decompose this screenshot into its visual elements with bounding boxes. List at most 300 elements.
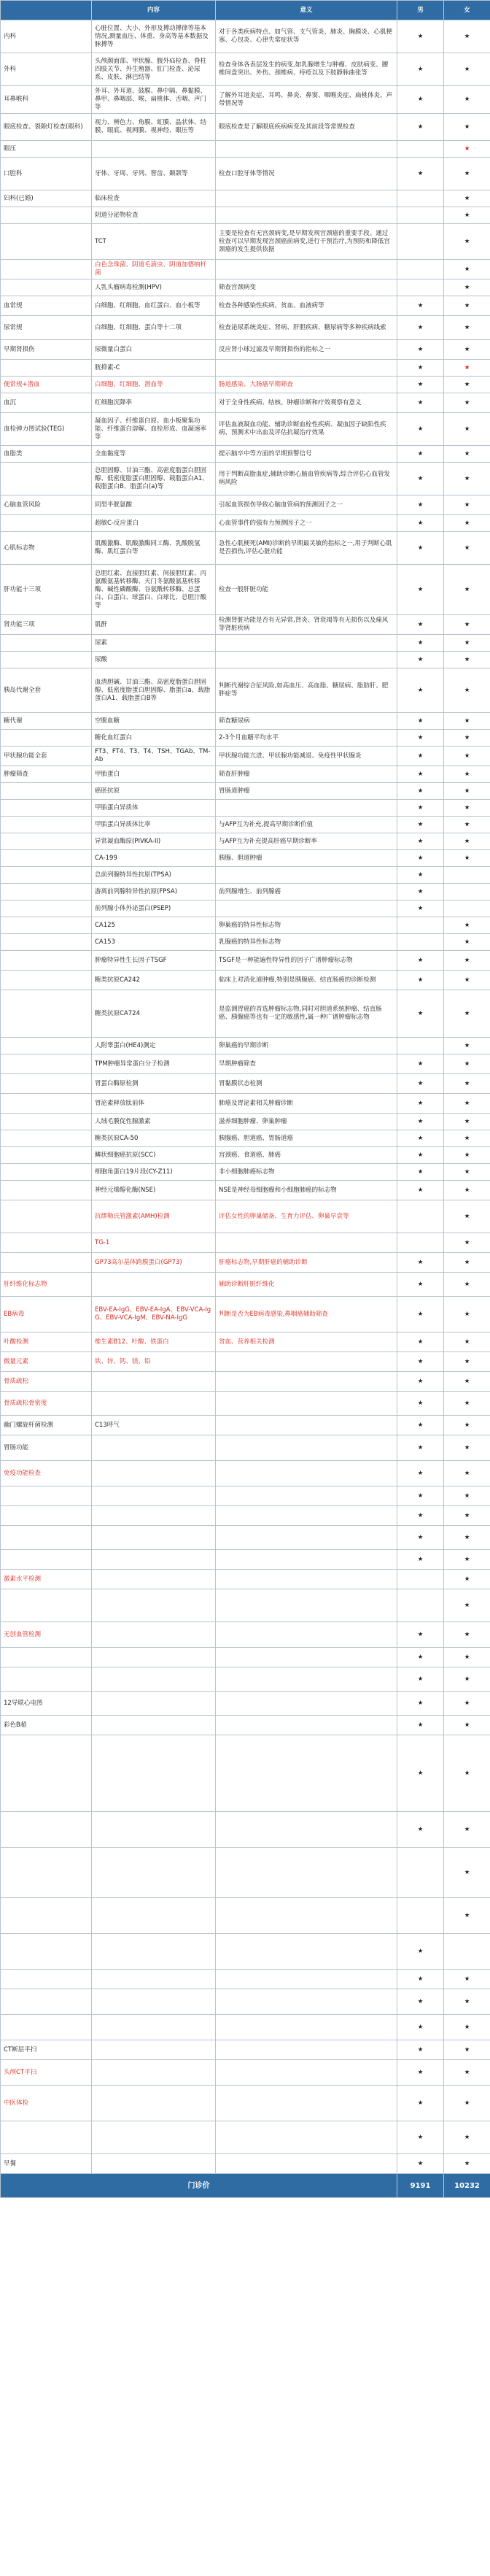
row-category (1, 1486, 92, 1506)
row-category: 甲状腺功能全套 (1, 747, 92, 766)
row-meaning: 卵巢癌的特异性标志物 (216, 917, 397, 934)
table-row (1, 1934, 490, 1970)
male-mark: ★ (397, 463, 444, 495)
row-item: 人附睾蛋白(HE4)测定 (92, 1038, 216, 1054)
female-mark: ★ (444, 951, 490, 971)
male-mark (397, 279, 444, 296)
table-row (1, 2060, 490, 2086)
row-meaning (216, 1392, 397, 1416)
row-category (1, 652, 92, 668)
table-row (1, 114, 490, 141)
row-category: 糖代谢 (1, 713, 92, 730)
row-category (1, 971, 92, 990)
table-row (1, 1147, 490, 1164)
female-mark: ★ (444, 730, 490, 747)
male-mark: ★ (397, 1506, 444, 1526)
table-row (1, 340, 490, 360)
table-row (1, 20, 490, 53)
row-meaning: 筛查糖尿病 (216, 713, 397, 730)
row-item: TPM肿瘤异常蛋白分子检测 (92, 1054, 216, 1074)
table-row (1, 1297, 490, 1333)
table-row (1, 1416, 490, 1435)
row-item (92, 1848, 216, 1898)
table-body (1, 20, 490, 2174)
female-mark: ★ (444, 783, 490, 800)
female-mark: ★ (444, 190, 490, 207)
row-meaning (216, 1526, 397, 1550)
row-meaning: 甲状腺功能亢进、甲状腺功能减退、免疫性甲状腺炎 (216, 747, 397, 766)
row-category (1, 463, 92, 495)
row-meaning (216, 1735, 397, 1812)
male-mark (397, 224, 444, 260)
row-category (1, 917, 92, 934)
row-meaning (216, 652, 397, 668)
row-item: 细胞角蛋白19片段(CY-Z11) (92, 1164, 216, 1181)
table-row (1, 747, 490, 766)
row-category: 头颅CT平扫 (1, 2060, 92, 2086)
row-meaning: 宫颈癌、食道癌、肺癌 (216, 1147, 397, 1164)
row-meaning: 贫血、营养相关检测 (216, 1333, 397, 1352)
row-item: GP73高尔基体跨膜蛋白(GP73) (92, 1253, 216, 1273)
header-meaning: 意义 (216, 1, 397, 20)
female-mark: ★ (444, 2154, 490, 2174)
row-meaning: TSGF是一种能遍性特异性的因子广谱肿瘤标志物 (216, 951, 397, 971)
male-mark: ★ (397, 730, 444, 747)
row-item: 糖类抗原CA242 (92, 971, 216, 990)
female-mark: ★ (444, 53, 490, 86)
male-mark: ★ (397, 360, 444, 377)
female-mark: ★ (444, 800, 490, 817)
table-row (1, 2015, 490, 2040)
row-category (1, 800, 92, 817)
female-mark: ★ (444, 1181, 490, 1200)
male-mark: ★ (397, 1648, 444, 1667)
row-item (92, 1570, 216, 1589)
price-row (1, 2174, 490, 2198)
row-item: 甲胎蛋白 (92, 766, 216, 783)
row-meaning: 胃肠道肿瘤 (216, 783, 397, 800)
table-row (1, 1333, 490, 1352)
female-mark: ★ (444, 393, 490, 413)
male-mark: ★ (397, 615, 444, 635)
male-mark: ★ (397, 901, 444, 917)
row-meaning (216, 867, 397, 884)
row-item: CA125 (92, 917, 216, 934)
female-mark: ★ (444, 224, 490, 260)
female-mark: ★ (444, 1648, 490, 1667)
row-meaning: 乳腺癌的特异性标志物 (216, 934, 397, 951)
table-row (1, 1461, 490, 1486)
row-meaning (216, 800, 397, 817)
row-item: 白细胞、红细胞、潜血等 (92, 377, 216, 393)
male-mark: ★ (397, 393, 444, 413)
row-category (1, 1054, 92, 1074)
row-meaning: 用于判断高脂血症,辅助诊断心脑血管疾病等,综合评估心血管发病风险 (216, 463, 397, 495)
table-row (1, 1352, 490, 1372)
female-mark: ★ (444, 1622, 490, 1648)
row-item: 尿素 (92, 635, 216, 652)
table-row (1, 224, 490, 260)
row-item: 超敏C-反应蛋白 (92, 515, 216, 532)
row-item: 鳞状细胞癌抗原(SCC) (92, 1147, 216, 1164)
table-row (1, 901, 490, 917)
row-meaning (216, 1692, 397, 1716)
row-category (1, 884, 92, 901)
row-meaning: 胃黏膜状态检测 (216, 1074, 397, 1094)
female-mark: ★ (444, 1130, 490, 1147)
row-category: 彩色B超 (1, 1716, 92, 1735)
table-row (1, 495, 490, 515)
row-item: 游离前列腺特异性抗原(FPSA) (92, 884, 216, 901)
male-mark: ★ (397, 867, 444, 884)
row-category: 免疫功能检查 (1, 1461, 92, 1486)
table-row (1, 190, 490, 207)
row-category (1, 1989, 92, 2015)
male-mark: ★ (397, 158, 444, 190)
table-row (1, 1622, 490, 1648)
row-meaning (216, 1848, 397, 1898)
row-meaning (216, 260, 397, 279)
row-meaning: 反应肾小球过滤及早期肾损伤的指标之一 (216, 340, 397, 360)
row-item (92, 1372, 216, 1392)
row-category (1, 730, 92, 747)
row-meaning (216, 901, 397, 917)
row-meaning: 检查泌尿系统炎症、肾病、肝胆疾病、糖尿病等多种疾病线索 (216, 316, 397, 340)
row-meaning (216, 1898, 397, 1934)
male-mark: ★ (397, 1094, 444, 1114)
row-item: 总胆红素、直接胆红素、间接胆红素、丙氨酸氨基转移酶、天门冬氨酸氨基转移酶、碱性磷酸酶、谷氨酰转移酶、总蛋白、白蛋白、球蛋白、白球比、总胆汁酸等 (92, 565, 216, 615)
table-row (1, 668, 490, 713)
female-mark: ★ (444, 360, 490, 377)
table-row (1, 917, 490, 934)
male-mark: ★ (397, 1486, 444, 1506)
female-mark: ★ (444, 850, 490, 867)
row-item (92, 1989, 216, 2015)
table-row (1, 360, 490, 377)
row-item: 尿酸 (92, 652, 216, 668)
male-mark: ★ (397, 316, 444, 340)
table-row (1, 1898, 490, 1934)
row-meaning (216, 1435, 397, 1461)
male-mark: ★ (397, 951, 444, 971)
male-mark: ★ (397, 2060, 444, 2086)
row-category (1, 1253, 92, 1273)
row-item: 人绒毛膜促性腺激素 (92, 1114, 216, 1130)
row-category: 肝功能十三项 (1, 565, 92, 615)
row-item: 临床检查 (92, 190, 216, 207)
row-item (92, 1435, 216, 1461)
table-row (1, 817, 490, 833)
row-meaning: 筛查肝肿瘤 (216, 766, 397, 783)
female-mark: ★ (444, 1848, 490, 1898)
row-item: 胃蛋白酶原检测 (92, 1074, 216, 1094)
male-mark: ★ (397, 1934, 444, 1970)
row-category: 血沉 (1, 393, 92, 413)
row-item: 抗缪勒氏管激素(AMH)检测 (92, 1200, 216, 1233)
row-item (92, 1648, 216, 1667)
row-category: 眼压 (1, 141, 92, 158)
row-category: 叶酸检测 (1, 1333, 92, 1352)
row-meaning: 检测肾脏功能是否有无异常,肾炎、肾衰竭等有无损伤以及痛风等肾脏疾病 (216, 615, 397, 635)
female-mark: ★ (444, 817, 490, 833)
female-mark (444, 867, 490, 884)
row-category: 微量元素 (1, 1352, 92, 1372)
row-category (1, 1094, 92, 1114)
row-item: 人乳头瘤病毒检测(HPV) (92, 279, 216, 296)
row-category: 肿瘤筛查 (1, 766, 92, 783)
female-mark: ★ (444, 1589, 490, 1622)
row-meaning (216, 2060, 397, 2086)
female-mark: ★ (444, 1435, 490, 1461)
row-meaning (216, 1352, 397, 1372)
row-category (1, 934, 92, 951)
row-meaning (216, 1716, 397, 1735)
row-category (1, 1812, 92, 1848)
male-mark (397, 934, 444, 951)
row-item: 头颅颜面部、甲状腺、腹外疝检查、脊柱四肢关节、外生殖器、肛门检查、泌尿系、皮肤、淋巴结等 (92, 53, 216, 86)
row-item: 红细胞沉降率 (92, 393, 216, 413)
table-row (1, 1181, 490, 1200)
table-row (1, 1038, 490, 1054)
table-row (1, 1200, 490, 1233)
row-category: 口腔科 (1, 158, 92, 190)
table-row (1, 1692, 490, 1716)
female-mark: ★ (444, 934, 490, 951)
female-price: 10232 (444, 2174, 490, 2198)
row-meaning (216, 1989, 397, 2015)
table-row (1, 413, 490, 446)
row-category (1, 783, 92, 800)
row-meaning: 检查口腔牙体等情况 (216, 158, 397, 190)
row-meaning: 急性心肌梗死(AMI)诊断的早期最灵敏的指标之一,用于判断心肌是否损伤,评估心脏功能 (216, 532, 397, 565)
row-category: 幽门螺旋杆菌检测 (1, 1416, 92, 1435)
row-item (92, 2040, 216, 2060)
table-row (1, 884, 490, 901)
row-category: 早餐 (1, 2154, 92, 2174)
row-category (1, 1589, 92, 1622)
row-category: 血常规 (1, 296, 92, 316)
row-item (92, 1934, 216, 1970)
female-mark: ★ (444, 515, 490, 532)
row-meaning: 肝癌标志物,早期肝癌的辅助诊断 (216, 1253, 397, 1273)
male-mark: ★ (397, 86, 444, 114)
table-row (1, 1074, 490, 1094)
row-item: 总胆固醇、甘油三酯、高密度脂蛋白胆固醇、低密度脂蛋白胆固醇、载脂蛋白A1、载脂蛋白B、脂蛋白(a)等 (92, 463, 216, 495)
row-item (92, 2060, 216, 2086)
male-mark: ★ (397, 2086, 444, 2121)
row-meaning: 卵巢癌的早期诊断 (216, 1038, 397, 1054)
row-item (92, 1667, 216, 1692)
female-mark: ★ (444, 114, 490, 141)
row-meaning: 提示脑卒中等方面的早期预警信号 (216, 446, 397, 463)
table-row (1, 1735, 490, 1812)
male-mark: ★ (397, 495, 444, 515)
male-mark: ★ (397, 532, 444, 565)
female-mark: ★ (444, 1570, 490, 1589)
female-mark: ★ (444, 1147, 490, 1164)
female-mark: ★ (444, 1054, 490, 1074)
row-category: 早期肾损伤 (1, 340, 92, 360)
row-category (1, 1200, 92, 1233)
table-row (1, 615, 490, 635)
row-category (1, 1667, 92, 1692)
male-mark: ★ (397, 817, 444, 833)
table-row (1, 1094, 490, 1114)
table-row (1, 1648, 490, 1667)
row-item (92, 1506, 216, 1526)
male-mark: ★ (397, 668, 444, 713)
male-mark: ★ (397, 1989, 444, 2015)
table-row (1, 971, 490, 990)
male-mark: ★ (397, 1253, 444, 1273)
row-category (1, 951, 92, 971)
row-category: 12导联心电图 (1, 1692, 92, 1716)
male-mark: ★ (397, 652, 444, 668)
female-mark: ★ (444, 635, 490, 652)
row-item: 前列腺小体外泌蛋白(PSEP) (92, 901, 216, 917)
female-mark: ★ (444, 1038, 490, 1054)
row-category (1, 1130, 92, 1147)
row-item: CA153 (92, 934, 216, 951)
row-category (1, 1848, 92, 1898)
female-mark: ★ (444, 1692, 490, 1716)
female-mark: ★ (444, 1352, 490, 1372)
table-row (1, 463, 490, 495)
row-meaning (216, 2154, 397, 2174)
header-female: 女 (444, 1, 490, 20)
male-mark: ★ (397, 1622, 444, 1648)
price-label: 门诊价 (1, 2174, 397, 2198)
row-meaning (216, 360, 397, 377)
row-item: 白色念珠菌、阴道毛滴虫、阴道加德纳杆菌 (92, 260, 216, 279)
row-category: 肾功能三项 (1, 615, 92, 635)
row-item (92, 1692, 216, 1716)
row-category (1, 1114, 92, 1130)
male-mark: ★ (397, 20, 444, 53)
row-category: 心肌标志物 (1, 532, 92, 565)
row-meaning: 滋养细胞肿瘤、卵巢肿瘤 (216, 1114, 397, 1130)
table-row (1, 446, 490, 463)
table-row (1, 1130, 490, 1147)
female-mark: ★ (444, 1233, 490, 1253)
female-mark: ★ (444, 20, 490, 53)
table-row (1, 1848, 490, 1898)
female-mark: ★ (444, 1461, 490, 1486)
table-row (1, 2040, 490, 2060)
male-mark: ★ (397, 1526, 444, 1550)
row-item (92, 2154, 216, 2174)
female-mark: ★ (444, 340, 490, 360)
male-mark (397, 1570, 444, 1589)
table-row (1, 86, 490, 114)
row-meaning: 检查一般肝脏功能 (216, 565, 397, 615)
male-mark: ★ (397, 2121, 444, 2154)
table-row (1, 1570, 490, 1589)
row-category: 内科 (1, 20, 92, 53)
table-row (1, 1506, 490, 1526)
female-mark (444, 901, 490, 917)
male-mark: ★ (397, 800, 444, 817)
row-meaning (216, 1372, 397, 1392)
row-category: 耳鼻喉科 (1, 86, 92, 114)
row-category (1, 901, 92, 917)
female-mark: ★ (444, 1114, 490, 1130)
male-mark: ★ (397, 1273, 444, 1297)
male-mark: ★ (397, 1435, 444, 1461)
female-mark: ★ (444, 1812, 490, 1848)
male-mark: ★ (397, 1550, 444, 1570)
row-meaning: 了解外耳道炎症、耳鸣、鼻炎、鼻窦、咽喉炎症、扁桃体炎、声带情况等 (216, 86, 397, 114)
row-meaning: 引起血管损伤导致心脑血管病的预测因子之一 (216, 495, 397, 515)
row-meaning: 胰腺、胆道肿瘤 (216, 850, 397, 867)
row-meaning (216, 1570, 397, 1589)
row-meaning: 对于各类疾病特点、如气管、支气管炎、肺炎、胸膜炎、心肌梗塞、心包炎、心律失常症状等 (216, 20, 397, 53)
female-mark: ★ (444, 766, 490, 783)
male-mark (397, 207, 444, 224)
table-row (1, 1550, 490, 1570)
table-row (1, 1372, 490, 1392)
row-category: 外科 (1, 53, 92, 86)
male-mark: ★ (397, 1164, 444, 1181)
female-mark: ★ (444, 2015, 490, 2040)
table-row (1, 800, 490, 817)
row-meaning: 筛查宫颈病变 (216, 279, 397, 296)
female-mark: ★ (444, 279, 490, 296)
row-meaning (216, 2086, 397, 2121)
male-mark: ★ (397, 1147, 444, 1164)
row-meaning (216, 1550, 397, 1570)
row-category (1, 817, 92, 833)
row-category (1, 1735, 92, 1812)
row-meaning (216, 190, 397, 207)
row-category (1, 1506, 92, 1526)
table-row (1, 652, 490, 668)
table-row (1, 1716, 490, 1735)
male-mark: ★ (397, 1461, 444, 1486)
row-meaning (216, 1461, 397, 1486)
row-item (92, 1526, 216, 1550)
female-mark: ★ (444, 1333, 490, 1352)
male-mark: ★ (397, 850, 444, 867)
row-item: 糖类抗原CA-50 (92, 1130, 216, 1147)
row-item (92, 1622, 216, 1648)
row-item: 肿瘤特异性生长因子TSGF (92, 951, 216, 971)
male-mark (397, 917, 444, 934)
row-item (92, 141, 216, 158)
row-category: 肝纤维化标志物 (1, 1273, 92, 1297)
row-category: 骨质疏松骨密度 (1, 1392, 92, 1416)
female-mark: ★ (444, 971, 490, 990)
table-row (1, 53, 490, 86)
row-meaning (216, 1667, 397, 1692)
male-mark: ★ (397, 1333, 444, 1352)
row-category: 妇科(已婚) (1, 190, 92, 207)
table-row (1, 766, 490, 783)
row-meaning (216, 1416, 397, 1435)
male-mark: ★ (397, 1372, 444, 1392)
male-price: 9191 (397, 2174, 444, 2198)
female-mark (444, 884, 490, 901)
row-meaning: 心血管事件的强有力预测因子之一 (216, 515, 397, 532)
row-meaning: 非小细胞肺癌标志物 (216, 1164, 397, 1181)
table-row (1, 1114, 490, 1130)
female-mark: ★ (444, 713, 490, 730)
row-meaning: 与AFP互为补充提高肝癌早期诊断率 (216, 833, 397, 850)
row-category: 胰岛代谢全套 (1, 668, 92, 713)
row-category: 中医体检 (1, 2086, 92, 2121)
male-mark (397, 1038, 444, 1054)
row-category (1, 360, 92, 377)
